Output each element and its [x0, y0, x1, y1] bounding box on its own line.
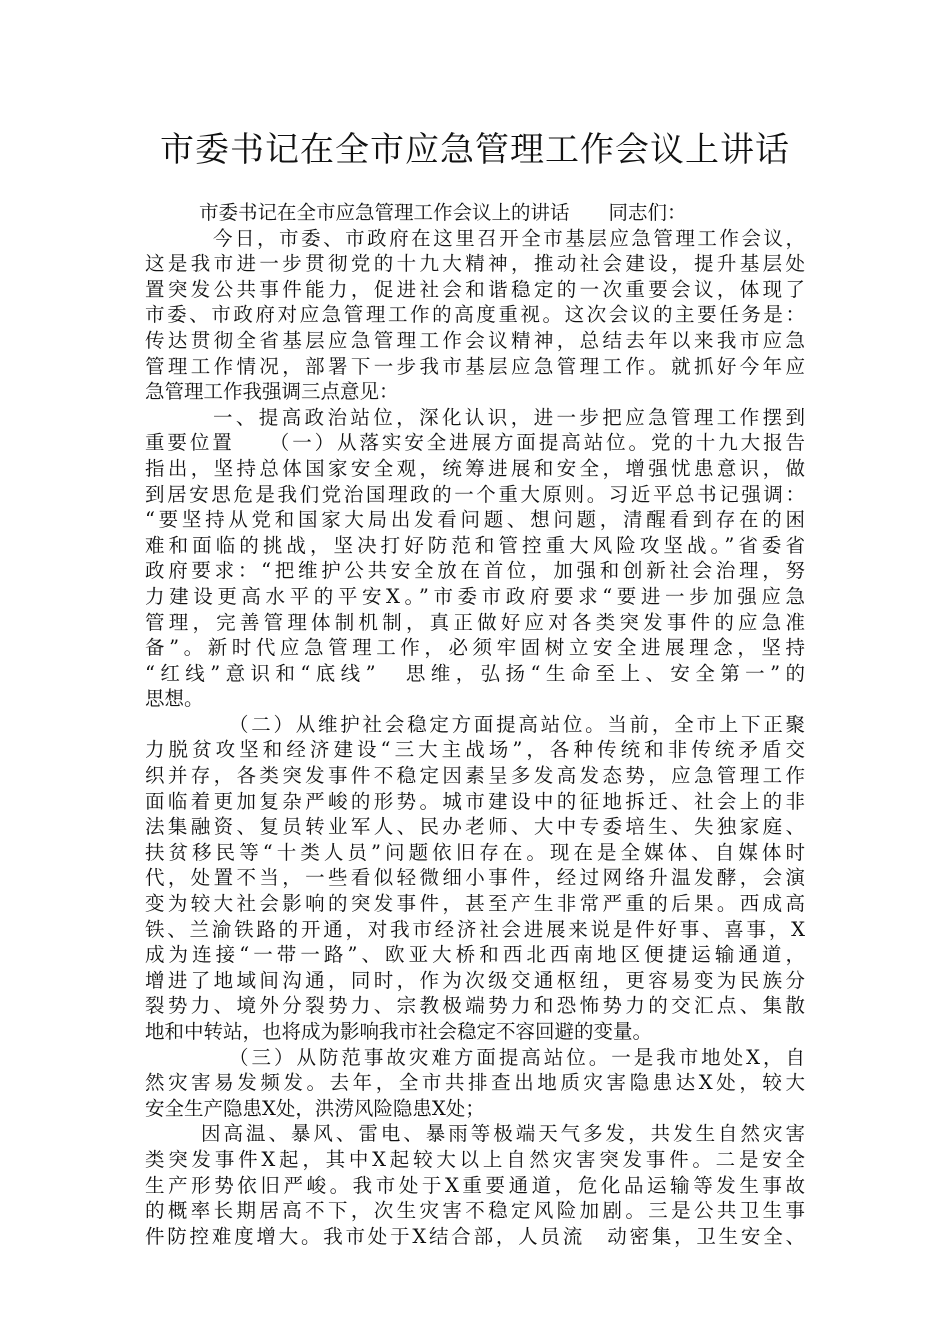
body-line: 面临着更加复杂严峻的形势。城市建设中的征地拆迁、社会上的非 — [145, 789, 805, 813]
document-body — [145, 200, 805, 1249]
body-line: 市委书记在全市应急管理工作会议上的讲话 同志们： — [199, 201, 687, 224]
body-line: 思想。 — [145, 687, 204, 711]
body-line: 铁、兰渝铁路的开通，对我市经济社会进展来说是件好事、喜事，X — [145, 917, 805, 941]
body-line: 成为连接“一带一路”、欧亚大桥和西北西南地区便捷运输通道， — [145, 943, 805, 967]
body-line: 重要位置 （一）从落实安全进展方面提高站位。党的十九大报告 — [145, 431, 805, 455]
body-line: 法集融资、复员转业军人、民办老师、大中专委培生、失独家庭、 — [145, 815, 805, 839]
body-line: 件防控难度增大。我市处于X结合部，人员流 动密集，卫生安全、 — [145, 1224, 805, 1248]
body-line: 政府要求：“把维护公共安全放在首位，加强和创新社会治理，努 — [145, 559, 805, 583]
body-line: 的概率长期居高不下，次生灾害不稳定风险加剧。三是公共卫生事 — [145, 1199, 805, 1223]
body-line: 置突发公共事件能力，促进社会和谐稳定的一次重要会议，体现了 — [145, 277, 805, 301]
document-title: 市委书记在全市应急管理工作会议上讲话 — [160, 130, 790, 170]
body-line: 代，处置不当，一些看似轻微细小事件，经过网络升温发酵，会演 — [145, 866, 805, 890]
body-line: 然灾害易发频发。去年，全市共排查出地质灾害隐患达X处，较大 — [145, 1071, 805, 1095]
body-line: 裂势力、境外分裂势力、宗教极端势力和恐怖势力的交汇点、集散 — [145, 994, 805, 1018]
body-line: 生产形势依旧严峻。我市处于X重要通道，危化品运输等发生事故 — [145, 1173, 805, 1197]
body-line: 增进了地域间沟通，同时，作为次级交通枢纽，更容易变为民族分 — [145, 968, 805, 992]
body-line: 急管理工作我强调三点意见： — [145, 380, 399, 404]
body-line: 一、提高政治站位，深化认识，进一步把应急管理工作摆到 — [213, 405, 805, 429]
body-line: 管理工作情况，部署下一步我市基层应急管理工作。就抓好今年应 — [145, 354, 805, 378]
body-line: 这是我市进一步贯彻党的十九大精神，推动社会建设，提升基层处 — [145, 252, 805, 276]
body-line: 安全生产隐患X处，洪涝风险隐患X处； — [145, 1096, 485, 1120]
body-line: 到居安思危是我们党治国理政的一个重大原则。习近平总书记强调： — [145, 482, 805, 506]
body-line: “红线”意识和“底线” 思维，弘扬“生命至上、安全第一”的 — [145, 661, 805, 685]
body-line: （二）从维护社会稳定方面提高站位。当前，全市上下正聚 — [229, 712, 805, 736]
body-line: 今日，市委、市政府在这里召开全市基层应急管理工作会议， — [213, 226, 805, 250]
body-line: 类突发事件X起，其中X起较大以上自然灾害突发事件。二是安全 — [145, 1147, 805, 1171]
body-line: 地和中转站，也将成为影响我市社会稳定不容回避的变量。 — [145, 1020, 653, 1043]
body-line: 管理，完善管理体制机制，真正做好应对各类突发事件的应急准 — [145, 610, 805, 634]
body-line: 力建设更高水平的平安X。”市委市政府要求“要进一步加强应急 — [145, 584, 805, 608]
body-line: 扶贫移民等“十类人员”问题依旧存在。现在是全媒体、自媒体时 — [145, 840, 805, 864]
body-line: 因高温、暴风、雷电、暴雨等极端天气多发，共发生自然灾害 — [201, 1122, 805, 1146]
body-line: 力脱贫攻坚和经济建设“三大主战场”，各种传统和非传统矛盾交 — [145, 738, 805, 762]
body-line: 难和面临的挑战，坚决打好防范和管控重大风险攻坚战。”省委省 — [145, 533, 805, 557]
body-line: “要坚持从党和国家大局出发看问题、想问题，清醒看到存在的困 — [145, 508, 805, 532]
body-line: 备”。新时代应急管理工作，必须牢固树立安全进展理念，坚持 — [145, 636, 805, 660]
body-line: 织并存，各类突发事件不稳定因素呈多发高发态势，应急管理工作 — [145, 764, 805, 788]
body-line: （三）从防范事故灾难方面提高站位。一是我市地处X，自 — [229, 1045, 805, 1069]
body-line: 指出，坚持总体国家安全观，统筹进展和安全，增强忧患意识，做 — [145, 456, 805, 480]
body-line: 传达贯彻全省基层应急管理工作会议精神，总结去年以来我市应急 — [145, 328, 805, 352]
body-line: 市委、市政府对应急管理工作的高度重视。这次会议的主要任务是： — [145, 303, 805, 327]
body-line: 变为较大社会影响的突发事件，甚至产生非常严重的后果。西成高 — [145, 892, 805, 916]
